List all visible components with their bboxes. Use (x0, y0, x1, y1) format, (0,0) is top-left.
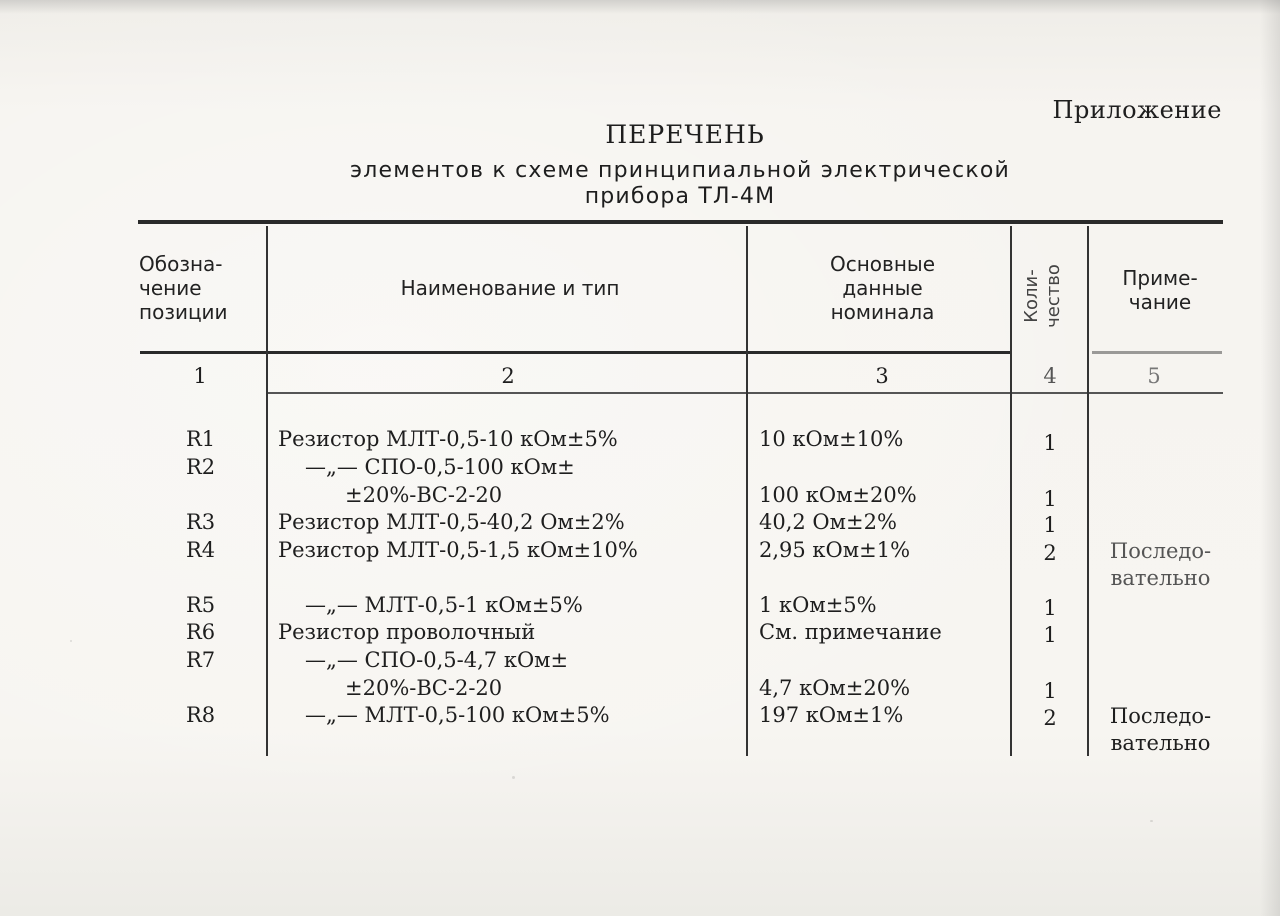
row-r8-value: 197 кОм±1% (759, 703, 904, 727)
row-r7-position: R7 (186, 648, 216, 672)
row-r4-note: Последо- вательно (1109, 539, 1212, 590)
column-divider-1 (266, 226, 268, 756)
scan-speck (70, 640, 72, 642)
row-r3-position: R3 (186, 510, 216, 534)
row-r3-name: Резистор МЛТ-0,5-40,2 Ом±2% (278, 510, 625, 534)
header-nominal: Основные данные номинала (829, 252, 935, 324)
row-r2-name: —„— СПО-0,5-100 кОм± (305, 455, 575, 479)
row-r1-position: R1 (186, 427, 216, 451)
row-r1-quantity: 1 (1043, 431, 1057, 455)
header-name: Наименование и тип (400, 276, 620, 300)
row-r2-position: R2 (186, 455, 216, 479)
row-r5-position: R5 (186, 593, 216, 617)
header-quantity-text: Коли- чество (1021, 264, 1064, 328)
row-r6-name: Резистор проволочный (278, 620, 536, 644)
table-top-rule (138, 220, 1223, 224)
row-r8-position: R8 (186, 703, 216, 727)
row-r4-value: 2,95 кОм±1% (759, 538, 911, 562)
row-r6-position: R6 (186, 620, 216, 644)
row-r2-quantity: 1 (1043, 487, 1057, 511)
document-subtitle (290, 158, 1070, 210)
column-number-4: 4 (1043, 364, 1057, 388)
header-quantity (1021, 246, 1065, 346)
row-r4-quantity: 2 (1043, 541, 1057, 565)
column-divider-2 (746, 226, 748, 756)
row-r5-value: 1 кОм±5% (759, 593, 877, 617)
row-r4-name: Резистор МЛТ-0,5-1,5 кОм±10% (278, 538, 638, 562)
column-number-3: 3 (875, 364, 889, 388)
row-r6-value: См. примечание (759, 620, 942, 644)
document-title: ПЕРЕЧЕНЬ (605, 120, 765, 149)
row-r3-value: 40,2 Ом±2% (759, 510, 897, 534)
row-r7-name-continued: ±20%-ВС-2-20 (345, 676, 503, 700)
header-note: Приме- чание (1122, 266, 1198, 314)
row-r5-name: —„— МЛТ-0,5-1 кОм±5% (305, 593, 583, 617)
row-r7-quantity: 1 (1043, 679, 1057, 703)
header-designation: Обозна- чение позиции (139, 252, 228, 324)
row-r6-quantity: 1 (1043, 623, 1057, 647)
row-r8-quantity: 2 (1043, 706, 1057, 730)
row-r7-name: —„— СПО-0,5-4,7 кОм± (305, 648, 569, 672)
column-number-2: 2 (501, 364, 515, 388)
scan-speck (1150, 820, 1153, 822)
row-r8-note: Последо- вательно (1109, 704, 1212, 755)
column-divider-3 (1010, 226, 1012, 756)
header-rule (140, 351, 1010, 354)
column-number-5: 5 (1147, 364, 1161, 388)
scan-shadow (0, 0, 1280, 14)
row-r8-name: —„— МЛТ-0,5-100 кОм±5% (305, 703, 610, 727)
row-r5-quantity: 1 (1043, 596, 1057, 620)
scan-edge (1260, 0, 1280, 916)
header-rule-note (1092, 351, 1222, 354)
row-r2-value: 100 кОм±20% (759, 483, 917, 507)
row-r7-value: 4,7 кОм±20% (759, 676, 911, 700)
row-r2-name-continued: ±20%-ВС-2-20 (345, 483, 503, 507)
column-divider-4 (1087, 226, 1089, 756)
appendix-label: Приложение (1052, 96, 1222, 124)
row-r1-name: Резистор МЛТ-0,5-10 кОм±5% (278, 427, 618, 451)
row-r3-quantity: 1 (1043, 513, 1057, 537)
scan-speck (512, 776, 515, 779)
subtitle-line-2: прибора ТЛ-4М (584, 184, 776, 209)
column-number-1: 1 (193, 364, 207, 388)
row-r4-position: R4 (186, 538, 216, 562)
row-r1-value: 10 кОм±10% (759, 427, 904, 451)
subtitle-line-1: элементов к схеме принципиальной электрической (349, 158, 1011, 183)
